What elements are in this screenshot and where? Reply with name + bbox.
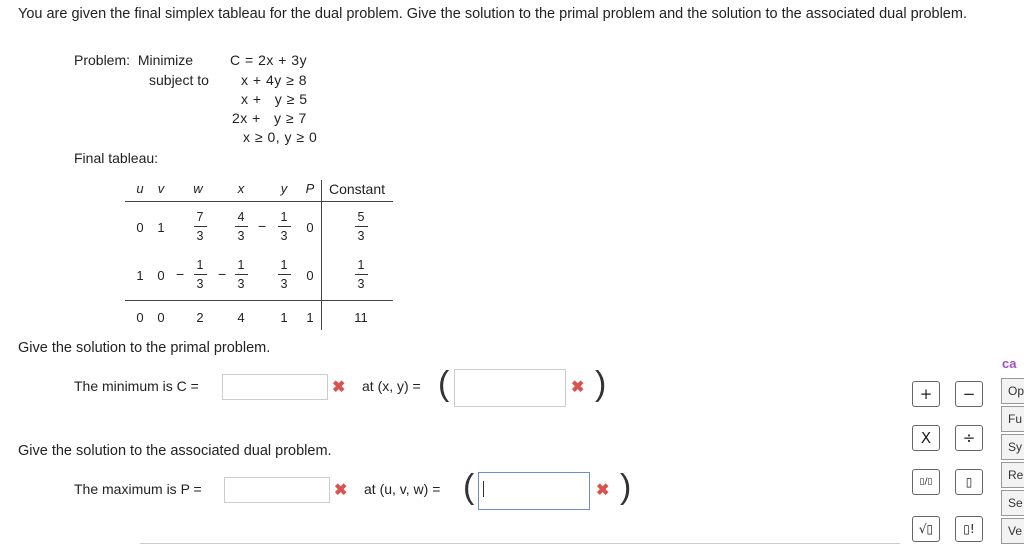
xy-error-icon: ✖ xyxy=(571,379,585,396)
constraint-2: x + y ≥ 5 xyxy=(241,91,308,107)
side-tab-sy[interactable]: Sy xyxy=(1001,434,1024,460)
max-label: The maximum is P = xyxy=(74,481,202,497)
constraint-3: 2x + y ≥ 7 xyxy=(232,110,307,126)
r2-y: 1 3 xyxy=(272,258,296,292)
r2-w-sign: − xyxy=(176,266,185,282)
minus-button[interactable]: − xyxy=(955,381,983,407)
side-tab-ve[interactable]: Ve xyxy=(1001,518,1024,544)
r2-constant: 1 3 xyxy=(349,258,373,292)
r1-u: 0 xyxy=(136,220,144,235)
tableau-label: Final tableau: xyxy=(74,150,159,166)
problem-label xyxy=(74,52,193,68)
dual-heading: Give the solution to the associated dual problem. xyxy=(18,443,332,459)
r1-y: 1 3 xyxy=(272,210,296,244)
problem-label-text: Problem: xyxy=(74,52,131,68)
factorial-button[interactable]: ▯! xyxy=(955,516,983,542)
side-tab-se[interactable]: Se xyxy=(1001,490,1024,516)
r2-u: 1 xyxy=(136,268,144,283)
sqrt-button[interactable]: √▯ xyxy=(912,516,940,542)
r2-v: 0 xyxy=(157,268,165,283)
divide-button[interactable]: ÷ xyxy=(955,425,983,451)
panel-edge xyxy=(140,543,900,544)
r3-v: 0 xyxy=(157,310,165,325)
r1-constant: 5 3 xyxy=(349,210,373,244)
xy-value-input[interactable] xyxy=(454,369,566,407)
objective: C = 2x + 3y xyxy=(230,52,308,68)
r1-v: 1 xyxy=(157,220,165,235)
r3-p: 1 xyxy=(306,310,314,325)
plus-button[interactable]: + xyxy=(912,381,940,407)
power-button[interactable]: ▯ xyxy=(955,469,983,495)
r1-p: 0 xyxy=(306,220,314,235)
tableau-bottom-rule xyxy=(125,300,393,301)
side-tab-op[interactable]: Op xyxy=(1001,378,1024,404)
header-v: v xyxy=(157,181,165,196)
r2-x: 1 3 xyxy=(229,258,253,292)
primal-heading: Give the solution to the primal problem. xyxy=(18,340,271,356)
header-x: x xyxy=(237,181,245,196)
uvw-open-paren: ( xyxy=(463,468,475,506)
r3-u: 0 xyxy=(136,310,144,325)
min-label: The minimum is C = xyxy=(74,378,199,394)
r3-x: 4 xyxy=(237,310,245,325)
r1-x: 4 3 xyxy=(229,210,253,244)
problem-intro: You are given the final simplex tableau for the dual problem. Give the solution to the primal problem and the solution to the associated dual problem. xyxy=(18,6,967,22)
minimize-label: Minimize xyxy=(137,52,194,68)
r1-y-sign: − xyxy=(258,218,267,234)
text-cursor xyxy=(483,481,484,497)
r2-x-sign: − xyxy=(218,266,227,282)
max-error-icon: ✖ xyxy=(334,482,348,499)
side-tab-fu[interactable]: Fu xyxy=(1001,406,1024,432)
uvw-error-icon: ✖ xyxy=(596,482,610,499)
xy-open-paren: ( xyxy=(438,365,450,403)
uvw-at-label: at (u, v, w) = xyxy=(364,481,441,497)
max-value-input[interactable] xyxy=(224,477,330,503)
fraction-button[interactable]: ▯/▯ xyxy=(912,469,940,495)
r2-w: 1 3 xyxy=(188,258,212,292)
header-y: y xyxy=(280,181,288,196)
r2-p: 0 xyxy=(306,268,314,283)
r1-w: 7 3 xyxy=(188,210,212,244)
header-w: w xyxy=(193,181,203,196)
header-constant: Constant xyxy=(328,181,386,197)
constraint-4: x ≥ 0, y ≥ 0 xyxy=(243,129,318,145)
r3-y: 1 xyxy=(280,310,288,325)
min-error-icon: ✖ xyxy=(332,379,346,396)
header-p: P xyxy=(305,181,315,196)
xy-close-paren: ) xyxy=(595,365,607,403)
subject-to-label: subject to xyxy=(149,72,209,88)
uvw-value-input[interactable] xyxy=(478,472,590,510)
xy-at-label: at (x, y) = xyxy=(362,378,421,394)
r3-constant: 11 xyxy=(354,310,368,325)
header-u: u xyxy=(136,181,144,196)
times-button[interactable]: X xyxy=(912,425,940,451)
uvw-close-paren: ) xyxy=(620,468,632,506)
tableau-top-rule xyxy=(125,201,393,202)
min-value-input[interactable] xyxy=(222,374,328,400)
side-tab-re[interactable]: Re xyxy=(1001,462,1024,488)
r3-w: 2 xyxy=(196,310,204,325)
constraint-1: x + 4y ≥ 8 xyxy=(241,72,307,88)
side-tab-ca[interactable]: ca xyxy=(1002,356,1017,371)
tableau-divider xyxy=(321,180,322,330)
